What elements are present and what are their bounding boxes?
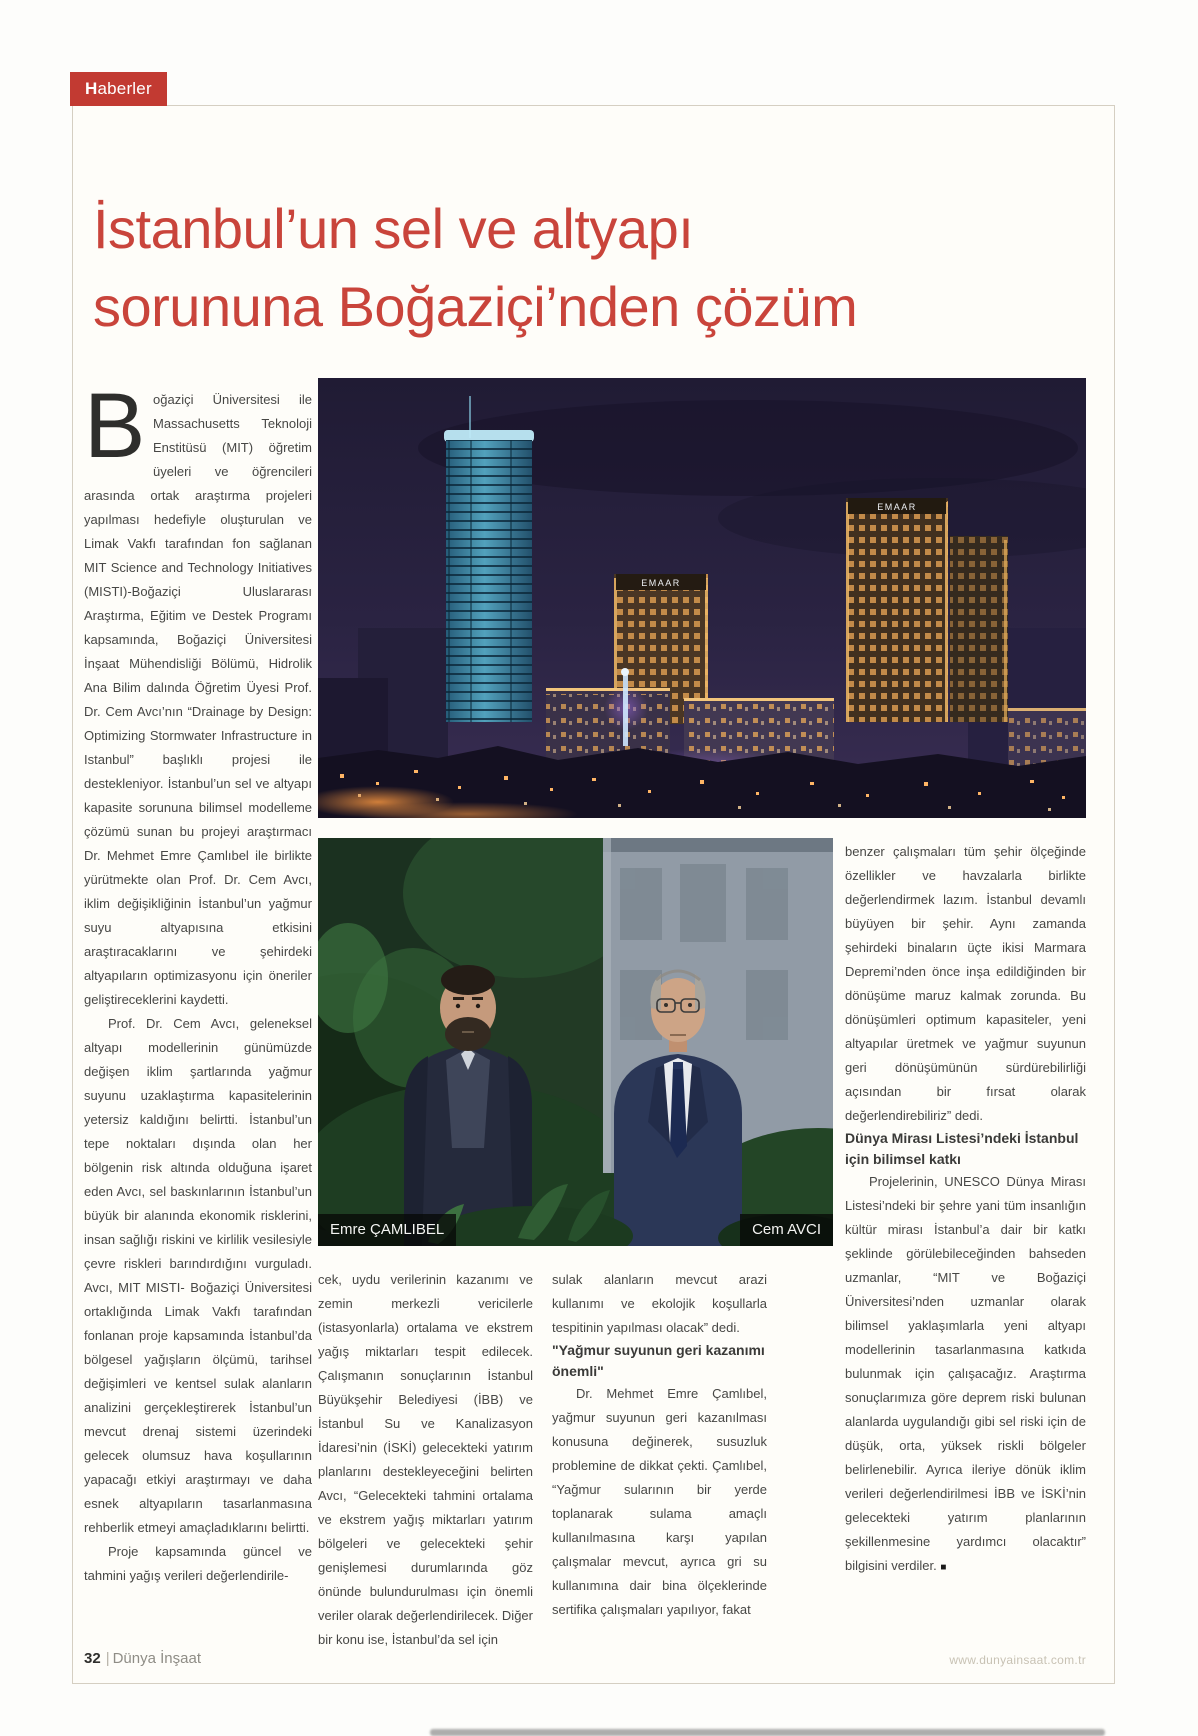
portrait-illustration [318, 838, 833, 1246]
subheading-rainwater: "Yağmur suyunun geri kazanımı önemli" [552, 1342, 765, 1379]
article-end-mark: ■ [940, 1562, 947, 1573]
city-skyline-illustration [318, 378, 1086, 818]
section-tab-initial: H [85, 79, 98, 98]
scan-edge-artifact [430, 1729, 1105, 1736]
istanbul-night-skyline-photo [318, 378, 1086, 818]
paragraph: Prof. Dr. Cem Avcı, geleneksel altyapı modellerinin günümüzde değişen iklim şartlarında yağmur suyunu uzaklaştırma kapasitelerinin yetersiz kaldığını belirtti. İstanbul’un tepe noktaları dışında olan her bölgenin risk altında olduğuna işaret eden Avcı, sel baskınlarının İstanbul’un büyük bir alanında ekonomik risklerini, insan sağlığı riskini ve kirlilik vesilesiyle çevre riskleri barındırdığını vurguladı. Avcı, MIT MISTI- Boğaziçi Üniversitesi ortaklığında Limak Vakfı tarafından fonlanan proje kapsamında İstanbul’da bölgesel yağışların ölçümü, tarihsel değişimleri ve kentsel sulak alanların analizini gerçekleştirerek İstanbul’un mevcut drenaj sistemi üzerindeki gelecek olumsuz hava koşullarının yapacağı etkiyi araştırmayı ve daha esnek altyapıların tasarlanmasına rehberlik etmeyi amaçladıklarını belirtti. [84, 1016, 312, 1535]
paragraph [845, 1170, 1086, 1580]
paragraph-text: Projelerinin, UNESCO Dünya Mirası Listesi’ndeki bir şehre yani tüm insanlığın kültür mirası İstanbul’a dair bir katkı şeklinde görülebileceğinden bahseden uzmanlar, “MIT ve Boğaziçi Üniversitesi’nden uzmanlar olarak bilimsel yaklaşımlarla yeni altyapı modellerinin tasarlanmasına katkıda bulunmak için çalışacağız. Araştırma sonuçlarımıza göre deprem riski bulunan alanlarda uygulandığı gibi sel riski için de düşük, orta, yüksek riskli bölgeler belirlenebilir. Ayrıca ileriye dönük iklim verileri değerlendirilmesi İBB ve İSKİ’nin gelecekteki yatırım planlarının şekillenmesine yardımcı olacaktır” bilgisini verdiler. [845, 1174, 1086, 1573]
paragraph: Proje kapsamında güncel ve tahmini yağış verileri değerlendirile- [84, 1544, 312, 1583]
page-footer [84, 1650, 1086, 1674]
section-tab [70, 72, 167, 106]
article-column-4 [845, 840, 1086, 1580]
subheading-world-heritage: Dünya Mirası Listesi’ndeki İstanbul için bilimsel katkı [845, 1130, 1079, 1167]
article-title-line1: İstanbul’un sel ve altyapı [93, 197, 694, 260]
paragraph: cek, uydu verilerinin kazanımı ve zemin merkezli vericilerle (istasyonlarla) ortalama ve ekstrem yağış miktarları tespit edilecek. Çalışmanın sonuçlarının İstanbul Büyükşehir Belediyesi (İBB) ve İstanbul Su ve Kanalizasyon İdaresi’nin (İSKİ) gelecekteki yatırım planlarını destekleyeceğini belirten Avcı, “Gelecekteki tahmini ortalama ve ekstrem yağış miktarları yatırım bölgeleri ve gelecekteki şehir genişlemesi durumlarında göz önünde bulundurulması için önemli veriler olarak değerlendirilecek. Diğer bir konu ise, İstanbul’da sel için [318, 1272, 533, 1647]
emaar-sign-text: EMAAR [641, 578, 681, 588]
article-column-1 [84, 375, 312, 1588]
paragraph: sulak alanların mevcut arazi kullanımı ve ekolojik koşullarla tespitinin yapılması olacak” dedi. [552, 1272, 767, 1335]
article-column-2 [318, 1268, 533, 1652]
photo-caption-cem-text: Cem AVCI [752, 1221, 821, 1238]
article-title-line2: sorununa Boğaziçi’nden çözüm [93, 275, 858, 338]
paragraph-text: oğaziçi Üniversitesi ile Massachusetts Teknoloji Enstitüsü (MIT) öğretim üyeleri ve öğrencileri arasında ortak araştırma projeleri yapılması hedefiyle oluşturulan ve Limak Vakfı tarafından fon sağlanan MIT Science and Technology Initiatives (MISTI)-Boğaziçi Uluslararası Araştırma, Eğitim ve Destek Programı kapsamında, Boğaziçi Üniversitesi İnşaat Mühendisliği Bölümü, Hidrolik Ana Bilim dalında Öğretim Üyesi Prof. Dr. Cem Avcı’nın “Drainage by Design: Optimizing Stormwater Infrastructure in Istanbul” başlıklı projesi ile destekleniyor. İstanbul’un sel ve altyapı kapasite sorununa bilimsel modelleme çözümü sunan bu projeyi araştırmacı Dr. Mehmet Emre Çamlıbel ile birlikte yürütmekte olan Prof. Dr. Cem Avcı, iklim değişikliğinin İstanbul’un yağmur suyu altyapısına etkisini araştıracaklarını ve şehirdeki altyapıların optimizasyonu için öneriler geliştireceklerini kaydetti. [84, 392, 312, 1007]
magazine-name: Dünya İnşaat [112, 1650, 201, 1667]
magazine-url: www.dunyainsaat.com.tr [949, 1653, 1086, 1667]
photo-caption-emre-text: Emre ÇAMLIBEL [330, 1221, 445, 1238]
article-column-3 [552, 1268, 767, 1622]
section-tab-rest: aberler [97, 79, 152, 98]
emaar-sign-text: EMAAR [877, 502, 917, 512]
photo-caption-cem [740, 1214, 833, 1246]
paragraph [84, 375, 312, 1012]
article-title [93, 190, 1053, 346]
dropcap: B [84, 375, 146, 477]
paragraph: benzer çalışmaları tüm şehir ölçeğinde özellikler ve havzalarla birlikte değerlendirmek lazım. İstanbul devamlı büyüyen bir şehir. Aynı zamanda şehirdeki binaların üçte ikisi Marmara Depremi’nden önce inşa edildiğinden bir dönüşüme maruz kalmak zorunda. Bu dönüşümleri optimum kapasiteler, yeni altyapılar üretmek ve yağmur suyunun geri dönüşümünün sürdürebilirliği açısından bir fırsat olarak değerlendirebiliriz” dedi. [845, 844, 1086, 1123]
paragraph: Dr. Mehmet Emre Çamlıbel, yağmur suyunun geri kazanılması konusuna değinerek, susuzluk problemine de dikkat çekti. Çamlıbel, “Yağmur sularının bir yerde toplanarak sulama amaçlı kullanılmasına karşı yapılan çalışmalar mevcut, ayrıca gri su kullanımına dair bina ölçeklerinde sertifika çalışmaları yapılıyor, fakat [552, 1386, 767, 1617]
footer-separator: | [105, 1650, 110, 1667]
researchers-portrait-photo [318, 838, 833, 1246]
page-number: 32 [84, 1650, 101, 1667]
photo-caption-emre [318, 1214, 456, 1246]
